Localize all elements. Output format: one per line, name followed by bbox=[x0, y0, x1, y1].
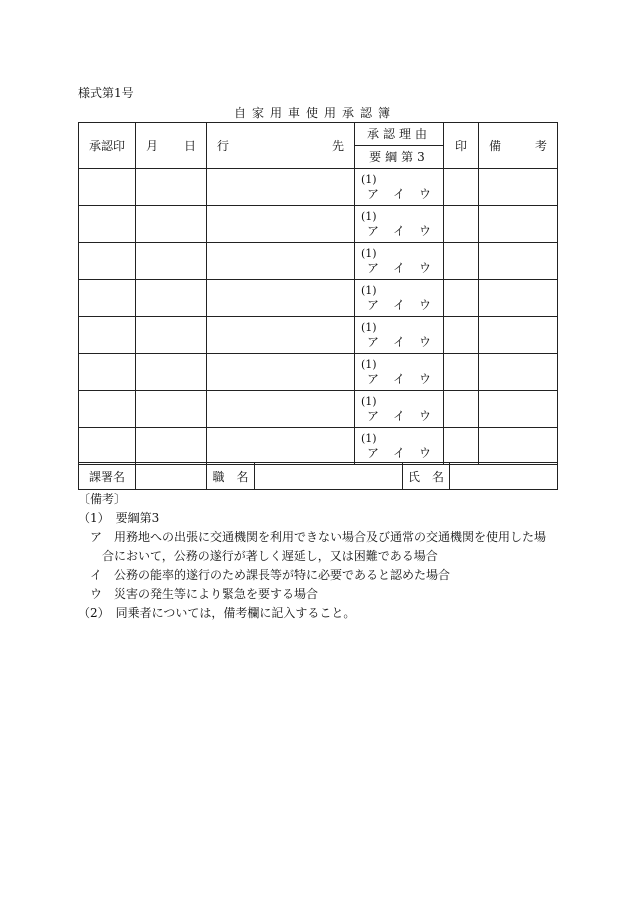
reason-options bbox=[361, 298, 443, 313]
reason-option-i[interactable]: イ bbox=[393, 409, 406, 423]
date-cell[interactable] bbox=[136, 169, 207, 206]
destination-cell[interactable] bbox=[207, 243, 355, 280]
header-seal: 印 bbox=[444, 123, 479, 169]
reason-cell[interactable] bbox=[355, 428, 444, 465]
remarks-cell[interactable] bbox=[479, 169, 558, 206]
reason-options bbox=[361, 261, 443, 276]
remarks-cell[interactable] bbox=[479, 354, 558, 391]
reason-cell[interactable] bbox=[355, 280, 444, 317]
seal-cell[interactable] bbox=[444, 206, 479, 243]
reason-number: (1) bbox=[361, 395, 377, 408]
approval-seal-cell[interactable] bbox=[79, 169, 136, 206]
remarks-cell[interactable] bbox=[479, 391, 558, 428]
division-name-field[interactable] bbox=[136, 463, 207, 490]
reason-option-u[interactable]: ウ bbox=[419, 224, 432, 238]
reason-option-i[interactable]: イ bbox=[393, 187, 406, 201]
destination-cell[interactable] bbox=[207, 169, 355, 206]
reason-cell[interactable] bbox=[355, 354, 444, 391]
reason-option-i[interactable]: イ bbox=[393, 224, 406, 238]
date-cell[interactable] bbox=[136, 280, 207, 317]
reason-option-i[interactable]: イ bbox=[393, 298, 406, 312]
table-row bbox=[79, 317, 558, 354]
approval-seal-cell[interactable] bbox=[79, 243, 136, 280]
division-name-label: 課署名 bbox=[79, 463, 136, 490]
note-line: ア 用務地への出張に交通機関を利用できない場合及び通常の交通機関を使用した場 bbox=[78, 530, 547, 544]
approval-seal-cell[interactable] bbox=[79, 280, 136, 317]
date-cell[interactable] bbox=[136, 428, 207, 465]
header-reason-top: 承認理由 bbox=[355, 123, 443, 146]
approval-seal-cell[interactable] bbox=[79, 206, 136, 243]
name-label: 氏 名 bbox=[403, 463, 450, 490]
reason-option-u[interactable]: ウ bbox=[419, 372, 432, 386]
remarks-cell[interactable] bbox=[479, 243, 558, 280]
reason-options bbox=[361, 187, 443, 202]
date-cell[interactable] bbox=[136, 354, 207, 391]
reason-options bbox=[361, 224, 443, 239]
seal-cell[interactable] bbox=[444, 280, 479, 317]
table-row bbox=[79, 354, 558, 391]
reason-option-a[interactable]: ア bbox=[367, 224, 380, 238]
destination-cell[interactable] bbox=[207, 428, 355, 465]
approval-seal-cell[interactable] bbox=[79, 354, 136, 391]
approval-seal-cell[interactable] bbox=[79, 428, 136, 465]
header-destination bbox=[207, 123, 355, 169]
header-date bbox=[136, 123, 207, 169]
reason-number: (1) bbox=[361, 358, 377, 371]
reason-option-a[interactable]: ア bbox=[367, 187, 380, 201]
destination-cell[interactable] bbox=[207, 206, 355, 243]
seal-cell[interactable] bbox=[444, 354, 479, 391]
seal-cell[interactable] bbox=[444, 391, 479, 428]
reason-option-u[interactable]: ウ bbox=[419, 261, 432, 275]
note-line: （1） 要綱第3 bbox=[78, 511, 160, 525]
reason-options bbox=[361, 446, 443, 461]
header-day: 日 bbox=[183, 139, 196, 153]
remarks-cell[interactable] bbox=[479, 428, 558, 465]
reason-option-a[interactable]: ア bbox=[367, 298, 380, 312]
date-cell[interactable] bbox=[136, 206, 207, 243]
note-line: 合において，公務の遂行が著しく遅延し，又は困難である場合 bbox=[78, 549, 438, 563]
note-line: （2） 同乗者については，備考欄に記入すること。 bbox=[78, 606, 356, 620]
destination-cell[interactable] bbox=[207, 391, 355, 428]
reason-cell[interactable] bbox=[355, 243, 444, 280]
reason-number: (1) bbox=[361, 173, 377, 186]
page-title: 自家用車使用承認簿 bbox=[233, 106, 396, 120]
reason-option-a[interactable]: ア bbox=[367, 446, 380, 460]
destination-cell[interactable] bbox=[207, 354, 355, 391]
reason-option-i[interactable]: イ bbox=[393, 335, 406, 349]
header-remarks-a: 備 bbox=[489, 139, 502, 153]
position-field[interactable] bbox=[255, 463, 403, 490]
seal-cell[interactable] bbox=[444, 317, 479, 354]
reason-option-a[interactable]: ア bbox=[367, 372, 380, 386]
remarks-cell[interactable] bbox=[479, 280, 558, 317]
reason-cell[interactable] bbox=[355, 317, 444, 354]
reason-options bbox=[361, 409, 443, 424]
header-reason-bottom: 要綱第3 bbox=[369, 150, 429, 164]
approval-seal-cell[interactable] bbox=[79, 391, 136, 428]
table-row bbox=[79, 428, 558, 465]
reason-option-i[interactable]: イ bbox=[393, 261, 406, 275]
date-cell[interactable] bbox=[136, 243, 207, 280]
reason-option-i[interactable]: イ bbox=[393, 446, 406, 460]
reason-option-u[interactable]: ウ bbox=[419, 446, 432, 460]
reason-number: (1) bbox=[361, 321, 377, 334]
header-destination-a: 行 bbox=[217, 139, 230, 153]
position-label: 職 名 bbox=[207, 463, 255, 490]
reason-cell[interactable] bbox=[355, 391, 444, 428]
reason-option-i[interactable]: イ bbox=[393, 372, 406, 386]
approval-table bbox=[78, 122, 558, 465]
reason-number: (1) bbox=[361, 247, 377, 260]
seal-cell[interactable] bbox=[444, 169, 479, 206]
seal-cell[interactable] bbox=[444, 428, 479, 465]
reason-cell[interactable] bbox=[355, 169, 444, 206]
reason-option-u[interactable]: ウ bbox=[419, 187, 432, 201]
table-row bbox=[79, 391, 558, 428]
form-number: 様式第1号 bbox=[78, 86, 134, 100]
table-row bbox=[79, 243, 558, 280]
reason-option-a[interactable]: ア bbox=[367, 335, 380, 349]
remarks-cell[interactable] bbox=[479, 317, 558, 354]
signature-table bbox=[78, 462, 558, 490]
table-row bbox=[79, 169, 558, 206]
notes-section bbox=[78, 490, 558, 623]
header-remarks bbox=[479, 123, 558, 169]
reason-cell[interactable] bbox=[355, 206, 444, 243]
approval-seal-cell[interactable] bbox=[79, 317, 136, 354]
reason-options bbox=[361, 372, 443, 387]
note-line: イ 公務の能率的遂行のため課長等が特に必要であると認めた場合 bbox=[78, 568, 451, 582]
header-destination-b: 先 bbox=[331, 139, 344, 153]
header-remarks-b: 考 bbox=[534, 139, 547, 153]
reason-option-a[interactable]: ア bbox=[367, 409, 380, 423]
table-row bbox=[79, 280, 558, 317]
date-cell[interactable] bbox=[136, 317, 207, 354]
destination-cell[interactable] bbox=[207, 280, 355, 317]
reason-number: (1) bbox=[361, 210, 377, 223]
header-month: 月 bbox=[146, 139, 159, 153]
reason-options bbox=[361, 335, 443, 350]
header-approval-seal: 承認印 bbox=[79, 123, 136, 169]
reason-number: (1) bbox=[361, 432, 377, 445]
reason-number: (1) bbox=[361, 284, 377, 297]
reason-option-u[interactable]: ウ bbox=[419, 409, 432, 423]
table-row bbox=[79, 206, 558, 243]
note-line: ウ 災害の発生等により緊急を要する場合 bbox=[78, 587, 319, 601]
reason-option-u[interactable]: ウ bbox=[419, 298, 432, 312]
header-reason bbox=[355, 123, 444, 169]
name-field[interactable] bbox=[450, 463, 558, 490]
destination-cell[interactable] bbox=[207, 317, 355, 354]
remarks-cell[interactable] bbox=[479, 206, 558, 243]
reason-option-u[interactable]: ウ bbox=[419, 335, 432, 349]
notes-heading: 〔備考〕 bbox=[78, 492, 127, 506]
date-cell[interactable] bbox=[136, 391, 207, 428]
seal-cell[interactable] bbox=[444, 243, 479, 280]
header-row bbox=[79, 123, 558, 169]
reason-option-a[interactable]: ア bbox=[367, 261, 380, 275]
